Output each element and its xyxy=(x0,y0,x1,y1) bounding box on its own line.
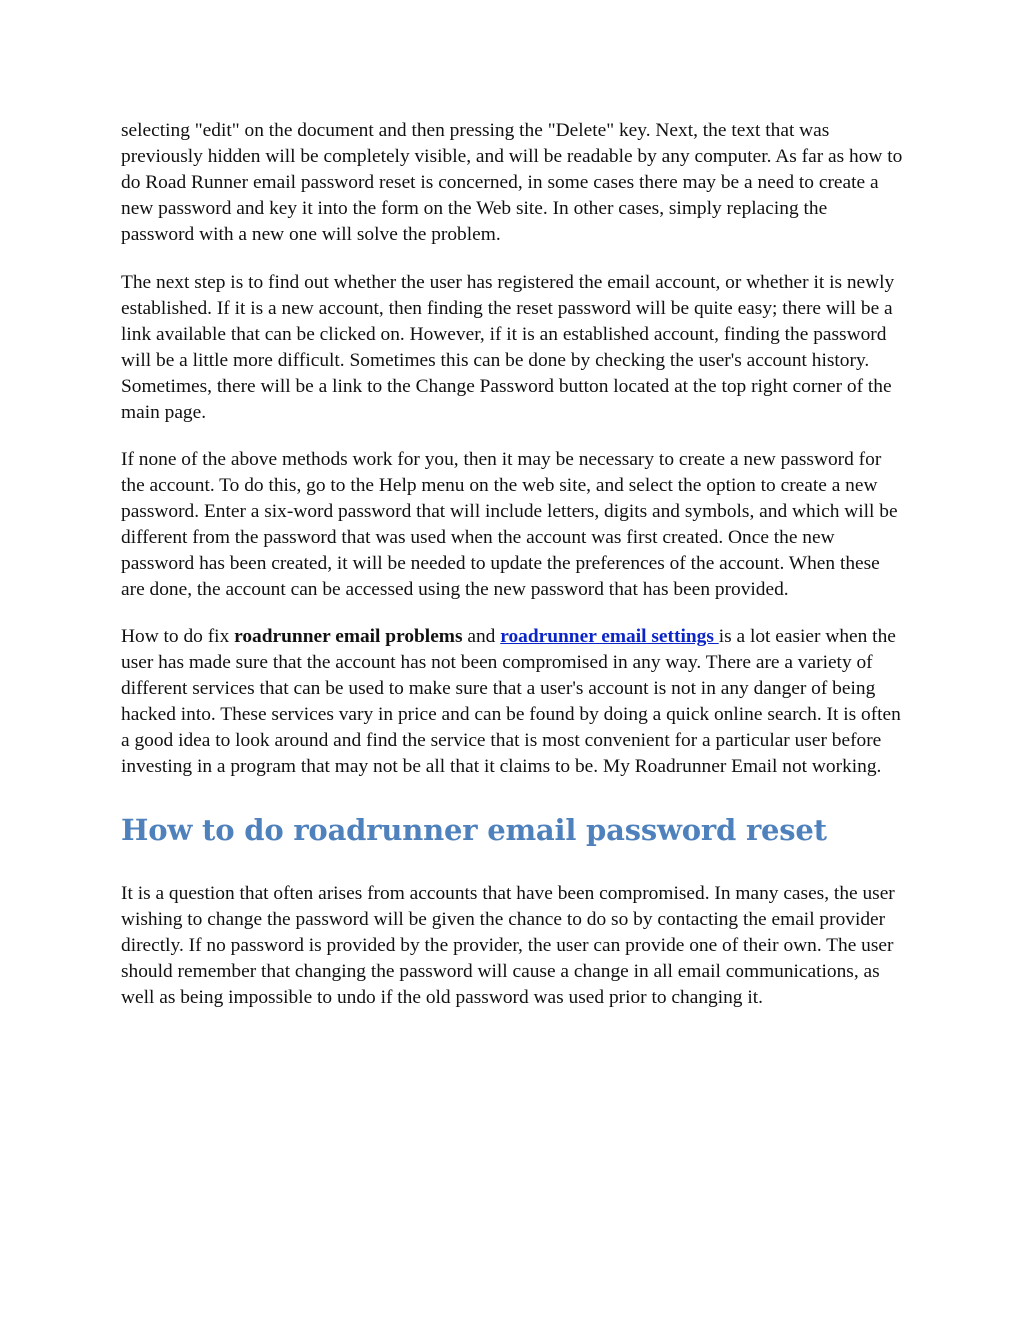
paragraph-5: It is a question that often arises from accounts that have been compromised. In many cases, the user wishing to change the password will be given the chance to do so by contacting the email provider directly. If no password is provided by the provider, the user can provide one of their own. The user should remember that changing the password will cause a change in all email communications, as well as being impossible to undo if the old password was used prior to changing it. xyxy=(121,883,895,1008)
paragraph-4-connector: and xyxy=(462,626,501,647)
section-heading: How to do roadrunner email password reset xyxy=(121,813,827,847)
paragraph-4-prefix: How to do fix xyxy=(121,626,235,647)
paragraph-2: The next step is to find out whether the user has registered the email account, or whether it is newly established. If it is a new account, then finding the reset password will be quite easy; there will be a link available that can be clicked on. However, if it is an established account, finding the password will be a little more difficult. Sometimes this can be done by checking the user's account history. Sometimes, there will be a link to the Change Password button located at the top right corner of the main page. xyxy=(121,272,895,423)
paragraph-4 xyxy=(121,624,903,780)
paragraph-4-suffix: is a lot easier when the user has made sure that the account has not been compromised in any way. There are a variety of different services that can be used to make sure that a user's account is not in any danger of being hacked into. These services vary in price and can be found by doing a quick online search. It is often a good idea to look around and find the service that is most convenient for a particular user before investing in a program that may not be all that it claims to be. My Roadrunner Email not working. xyxy=(121,626,901,777)
paragraph-3: If none of the above methods work for you, then it may be necessary to create a new password for the account. To do this, go to the Help menu on the web site, and select the option to create a new password. Enter a six-word password that will include letters, digits and symbols, and which will be different from the password that was used when the account was first created. Once the new password has been created, it will be needed to update the preferences of the account. When these are done, the account can be accessed using the new password that has been provided. xyxy=(121,449,898,600)
roadrunner-problems-bold: roadrunner email problems xyxy=(234,626,463,647)
roadrunner-settings-link[interactable]: roadrunner email settings xyxy=(500,626,719,647)
document-page xyxy=(121,118,903,1032)
paragraph-1: selecting "edit" on the document and then pressing the "Delete" key. Next, the text that was previously hidden will be completely visible, and will be readable by any computer. As far as how to do Road Runner email password reset is concerned, in some cases there may be a need to create a new password and key it into the form on the Web site. In other cases, simply replacing the password with a new one will solve the problem. xyxy=(121,120,903,245)
